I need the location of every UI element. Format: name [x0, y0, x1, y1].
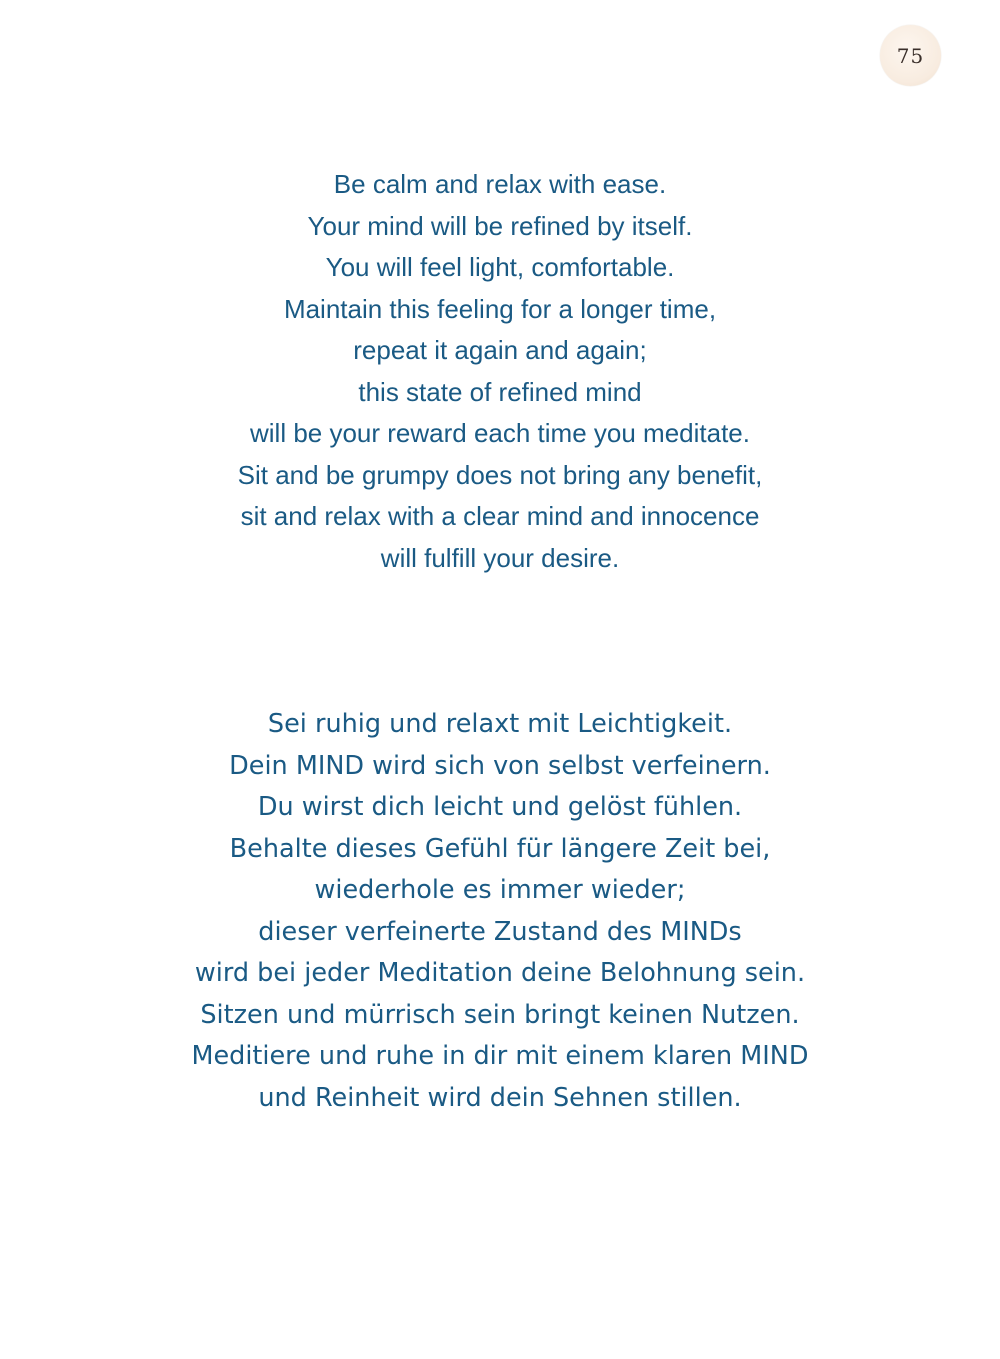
english-line: will fulfill your desire.: [380, 542, 620, 573]
english-line: Maintain this feeling for a longer time,: [283, 293, 717, 324]
german-line: Sei ruhig und relaxt mit Leichtigkeit.: [267, 709, 733, 739]
german-stanza: [0, 704, 1000, 1119]
german-line: und Reinheit wird dein Sehnen stillen.: [258, 1082, 742, 1113]
german-line: wird bei jeder Meditation deine Belohnung sein.: [194, 958, 806, 988]
english-line: Be calm and relax with ease.: [333, 169, 667, 199]
page-number: 75: [896, 43, 925, 68]
german-line: Meditiere und ruhe in dir mit einem klaren MIND: [191, 1041, 809, 1071]
german-line: Dein MIND wird sich von selbst verfeinern.: [229, 750, 771, 781]
english-line: Sit and be grumpy does not bring any benefit,: [237, 459, 763, 490]
english-stanza: [0, 164, 1000, 579]
german-line: wiederhole es immer wieder;: [314, 875, 686, 905]
german-line: dieser verfeinerte Zustand des MINDs: [258, 916, 742, 947]
english-line: sit and relax with a clear mind and innocence: [240, 501, 760, 531]
german-line: Behalte dieses Gefühl für längere Zeit bei,: [229, 833, 771, 864]
english-line: Your mind will be refined by itself.: [307, 210, 693, 241]
english-line: You will feel light, comfortable.: [325, 252, 675, 282]
page-number-badge: [880, 25, 941, 86]
english-line: repeat it again and again;: [353, 335, 647, 365]
german-line: Sitzen und mürrisch sein bringt keinen Nutzen.: [200, 999, 800, 1030]
english-line: will be your reward each time you meditate.: [249, 418, 750, 448]
german-line: Du wirst dich leicht und gelöst fühlen.: [257, 792, 743, 822]
english-line: this state of refined mind: [358, 376, 642, 407]
